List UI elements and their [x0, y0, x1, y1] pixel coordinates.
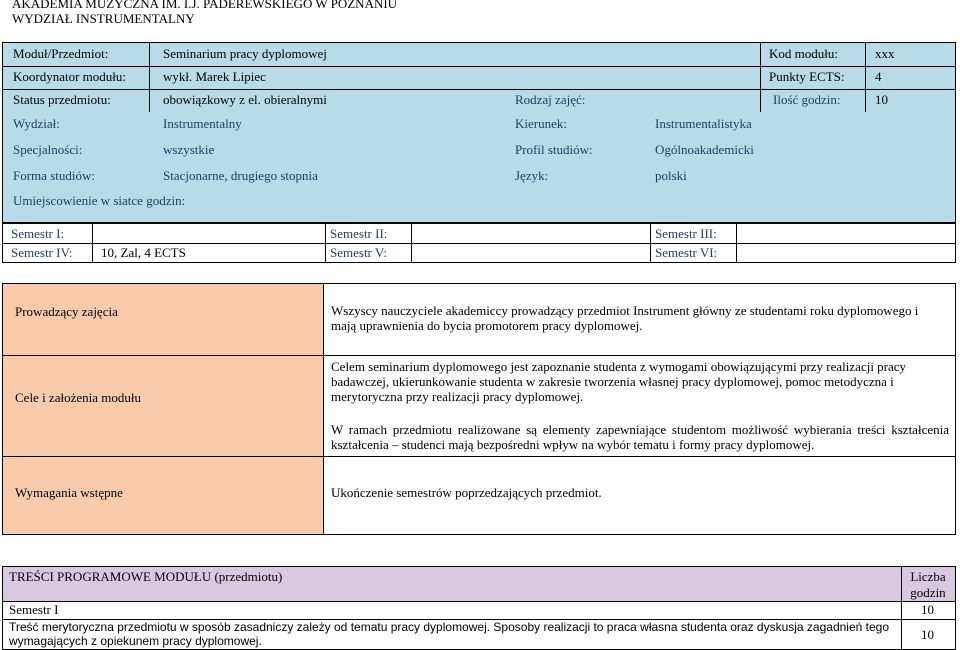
goals-text-1: Celem seminarium dyplomowego jest zapoznanie studenta z wymogami obowiązującymi przy realizacji pracy badawczej, ukierunkowanie studenta w zakresie tworzenia własnej pracy dyplomowej, pomoc metodyczna i merytoryczna przy realizacji pracy dyplomowej. — [331, 359, 907, 404]
coordinator-value: wykł. Marek Lipiec — [163, 69, 266, 84]
instructors-label: Prowadzący zajęcia — [15, 304, 118, 319]
coordinator-label: Koordynator modułu: — [13, 69, 127, 84]
hours-column-header: Liczba godzin — [910, 569, 946, 600]
module-code-value: xxx — [875, 46, 895, 61]
ects-value: 4 — [875, 69, 882, 84]
prerequisites-text: Ukończenie semestrów poprzedzających przedmiot. — [331, 485, 602, 500]
faculty-name: WYDZIAŁ INSTRUMENTALNY — [12, 11, 195, 26]
module-code-label: Kod modułu: — [769, 46, 838, 61]
specialties-label: Specjalności: — [13, 142, 83, 157]
status-label: Status przedmiotu: — [13, 92, 111, 107]
semester-4-label: Semestr IV: — [11, 245, 73, 260]
program-content-hours: 10 — [921, 627, 934, 642]
instructors-text: Wszyscy nauczyciele akademiccy prowadzący przedmiot Instrument główny ze studentami roku dyplomowego i mają uprawnienia do bycia promotorem pracy dyplomowej. — [331, 303, 919, 333]
semester-5-label: Semestr V: — [330, 245, 387, 260]
program-contents-table — [2, 566, 956, 650]
faculty-label: Wydział: — [13, 116, 60, 131]
module-value: Seminarium pracy dyplomowej — [163, 46, 327, 61]
prerequisites-label: Wymagania wstępne — [15, 485, 123, 500]
module-label: Moduł/Przedmiot: — [13, 46, 109, 61]
profile-label: Profil studiów: — [515, 142, 593, 157]
placement-label: Umiejscowienie w siatce godzin: — [13, 193, 186, 208]
status-value: obowiązkowy z el. obieralnymi — [163, 92, 327, 107]
program-semester-hours: 10 — [921, 602, 934, 617]
semester-3-label: Semestr III: — [655, 226, 717, 241]
language-label: Język: — [515, 168, 549, 183]
module-details-table — [2, 283, 956, 535]
module-info-box — [2, 42, 956, 223]
specialties-value: wszystkie — [163, 142, 215, 157]
semester-1-label: Semestr I: — [11, 226, 65, 241]
major-value: Instrumentalistyka — [655, 116, 752, 131]
language-value: polski — [655, 168, 687, 183]
program-title: TREŚCI PROGRAMOWE MODUŁU (przedmiotu) — [9, 569, 283, 584]
profile-value: Ogólnoakademicki — [655, 142, 754, 157]
semester-2-label: Semestr II: — [330, 226, 388, 241]
hours-label: Ilość godzin: — [773, 92, 841, 107]
study-form-label: Forma studiów: — [13, 168, 95, 183]
goals-label: Cele i założenia modułu — [15, 390, 141, 405]
program-content-text: Treść merytoryczna przedmiotu w sposób zasadniczy zależy od tematu pracy dyplomowej. Sposoby realizacji to praca własna studenta oraz dyskusja zagadnień tego wymagających z opiekunem pracy dyplomowej. — [9, 620, 889, 648]
goals-text-2: W ramach przedmiotu realizowane są elementy zapewniające studentom możliwość wybierania treści kształcenia kształcenia – studenci mają bezpośredni wpływ na wybór tematu i formy pracy dyplomowej. — [331, 422, 949, 452]
major-label: Kierunek: — [515, 116, 567, 131]
class-type-label: Rodzaj zajęć: — [515, 92, 586, 107]
ects-label: Punkty ECTS: — [769, 69, 845, 84]
program-semester-label: Semestr I — [9, 602, 59, 617]
faculty-value: Instrumentalny — [163, 116, 242, 131]
semester-6-label: Semestr VI: — [655, 245, 718, 260]
study-form-value: Stacjonarne, drugiego stopnia — [163, 168, 318, 183]
semester-grid — [2, 223, 956, 263]
hours-value: 10 — [875, 92, 888, 107]
academy-name: AKADEMIA MUZYCZNA IM. I.J. PADEREWSKIEGO W POZNANIU — [12, 0, 398, 11]
semester-4-value: 10, Zal, 4 ECTS — [101, 245, 186, 260]
